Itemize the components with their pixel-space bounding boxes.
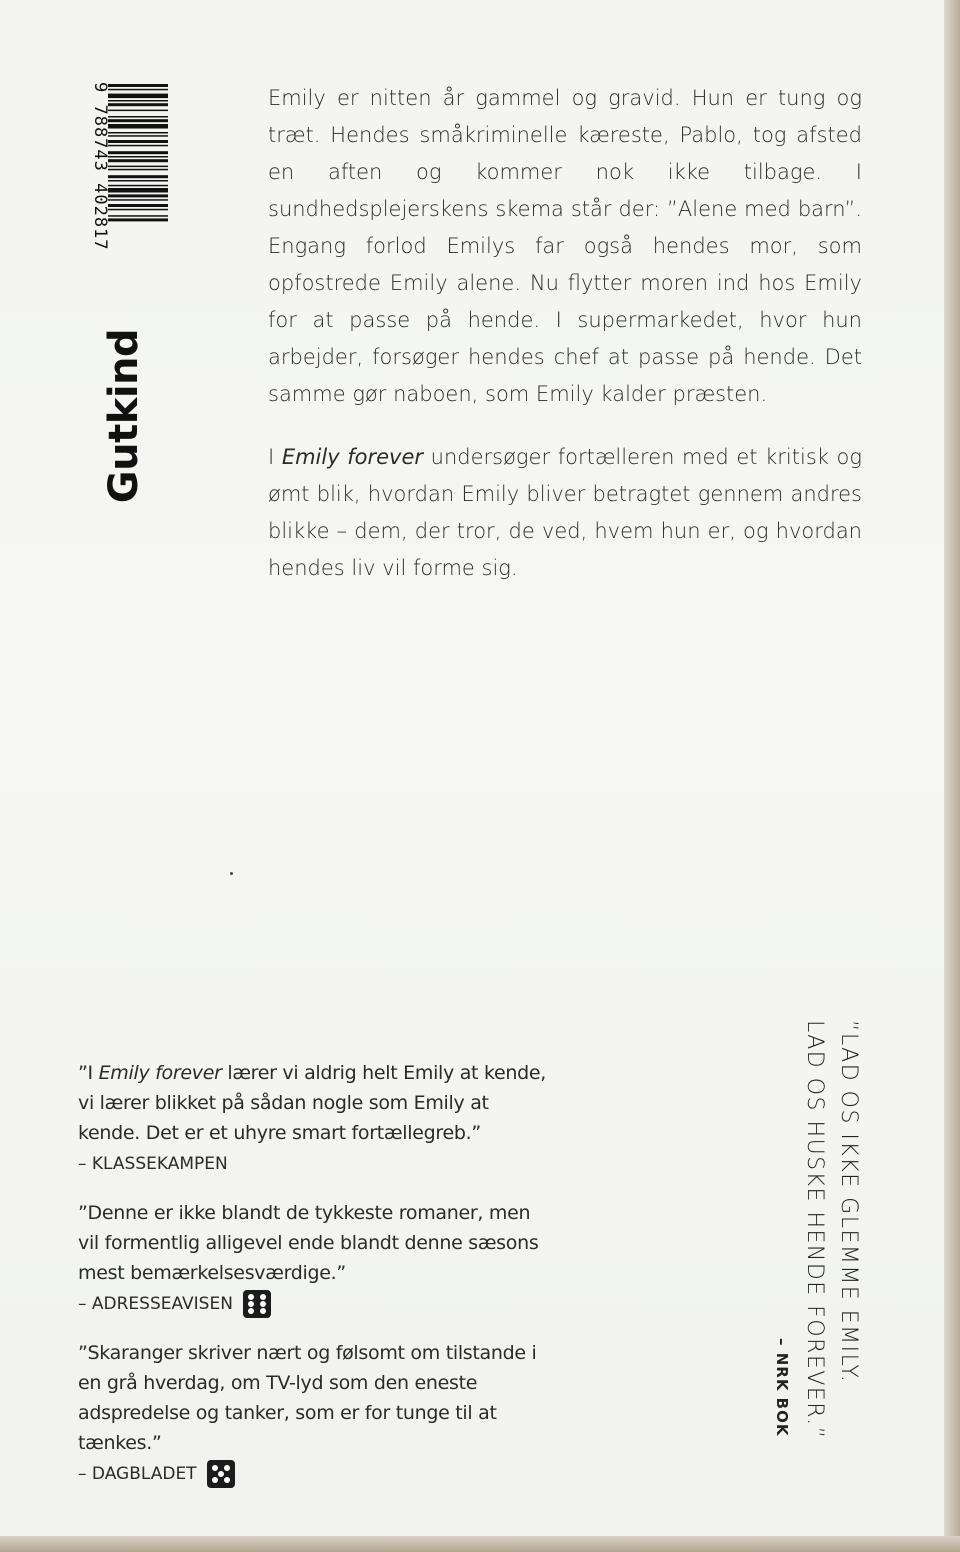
table-surface [0,1536,960,1552]
review-source: – ADRESSEAVISEN [78,1290,552,1318]
pull-quote-source: – NRK BOK [773,1338,791,1437]
isbn-number: 9 788743 402817 [90,82,110,251]
pull-quote-line-1: ”LAD OS IKKE GLEMME EMILY. [836,1020,861,1384]
die-pip [212,1465,218,1471]
die-pip [248,1294,254,1300]
dust-speck [230,872,233,875]
die-pip [260,1301,266,1307]
blurb-paragraph-1: Emily er nitten år gammel og gravid. Hun er tung og træt. Hendes småkriminelle kæreste, Pablo, tog afsted en aften og kommer nok ikke tilbage. I sundhedsplejerskens skema står der: ”Alene med barn”. Engang forlod Emilys far også hendes mor, som opfostrede Emily alene. Nu flytter moren ind hos Emily for at passe på hende. I supermarkedet, hvor hun arbejder, forsøger hendes chef at passe på hende. Det samme gør naboen, som Emily kalder præsten. [268,86,862,406]
blurb-paragraph-2: I Emily forever undersøger fortælleren med et kritisk og ømt blik, hvordan Emily bliver betragtet gennem andres blikke – dem, der tror, de ved, hvem hun er, og hvordan hendes liv vil forme sig. [268,445,862,580]
pull-quote-line-2: LAD OS HUSKE HENDE FOREVER.” [802,1020,827,1440]
publisher-logo: Gutkind [101,328,147,504]
review-dagbladet [78,1338,552,1488]
die-pip [260,1294,266,1300]
die-five-icon [207,1460,235,1488]
die-pip [260,1308,266,1314]
review-quote: ”Denne er ikke blandt de tykkeste romaner, men vil formentlig alligevel ende blandt denne sæsons mest bemærkelsesværdige.” [78,1202,539,1284]
die-pip [212,1477,218,1483]
review-source: – DAGBLADET [78,1460,552,1488]
die-pip [248,1301,254,1307]
review-klassekampen [78,1058,552,1178]
press-reviews [78,1058,552,1508]
review-quote: ”Skaranger skriver nært og følsomt om tilstande i en grå hverdag, om TV-lyd som den eneste adspredelse og tanker, som er for tunge til at tænkes.” [78,1342,537,1454]
review-quote: ”I Emily forever lærer vi aldrig helt Emily at kende, vi lærer blikket på sådan nogle som Emily at kende. Det er et uhyre smart fortællegreb.” [78,1062,546,1144]
isbn-barcode [88,82,168,268]
book-title-italic: Emily forever [281,445,424,469]
book-spine-edge [944,0,960,1552]
review-adresseavisen [78,1198,552,1318]
die-pip [224,1477,230,1483]
die-pip [218,1471,224,1477]
die-pip [248,1308,254,1314]
review-source: – KLASSEKAMPEN [78,1154,228,1174]
barcode-bars [108,82,168,268]
book-description [268,80,862,613]
die-pip [224,1465,230,1471]
nrk-pull-quote [735,1020,865,1480]
die-six-icon [243,1290,271,1318]
